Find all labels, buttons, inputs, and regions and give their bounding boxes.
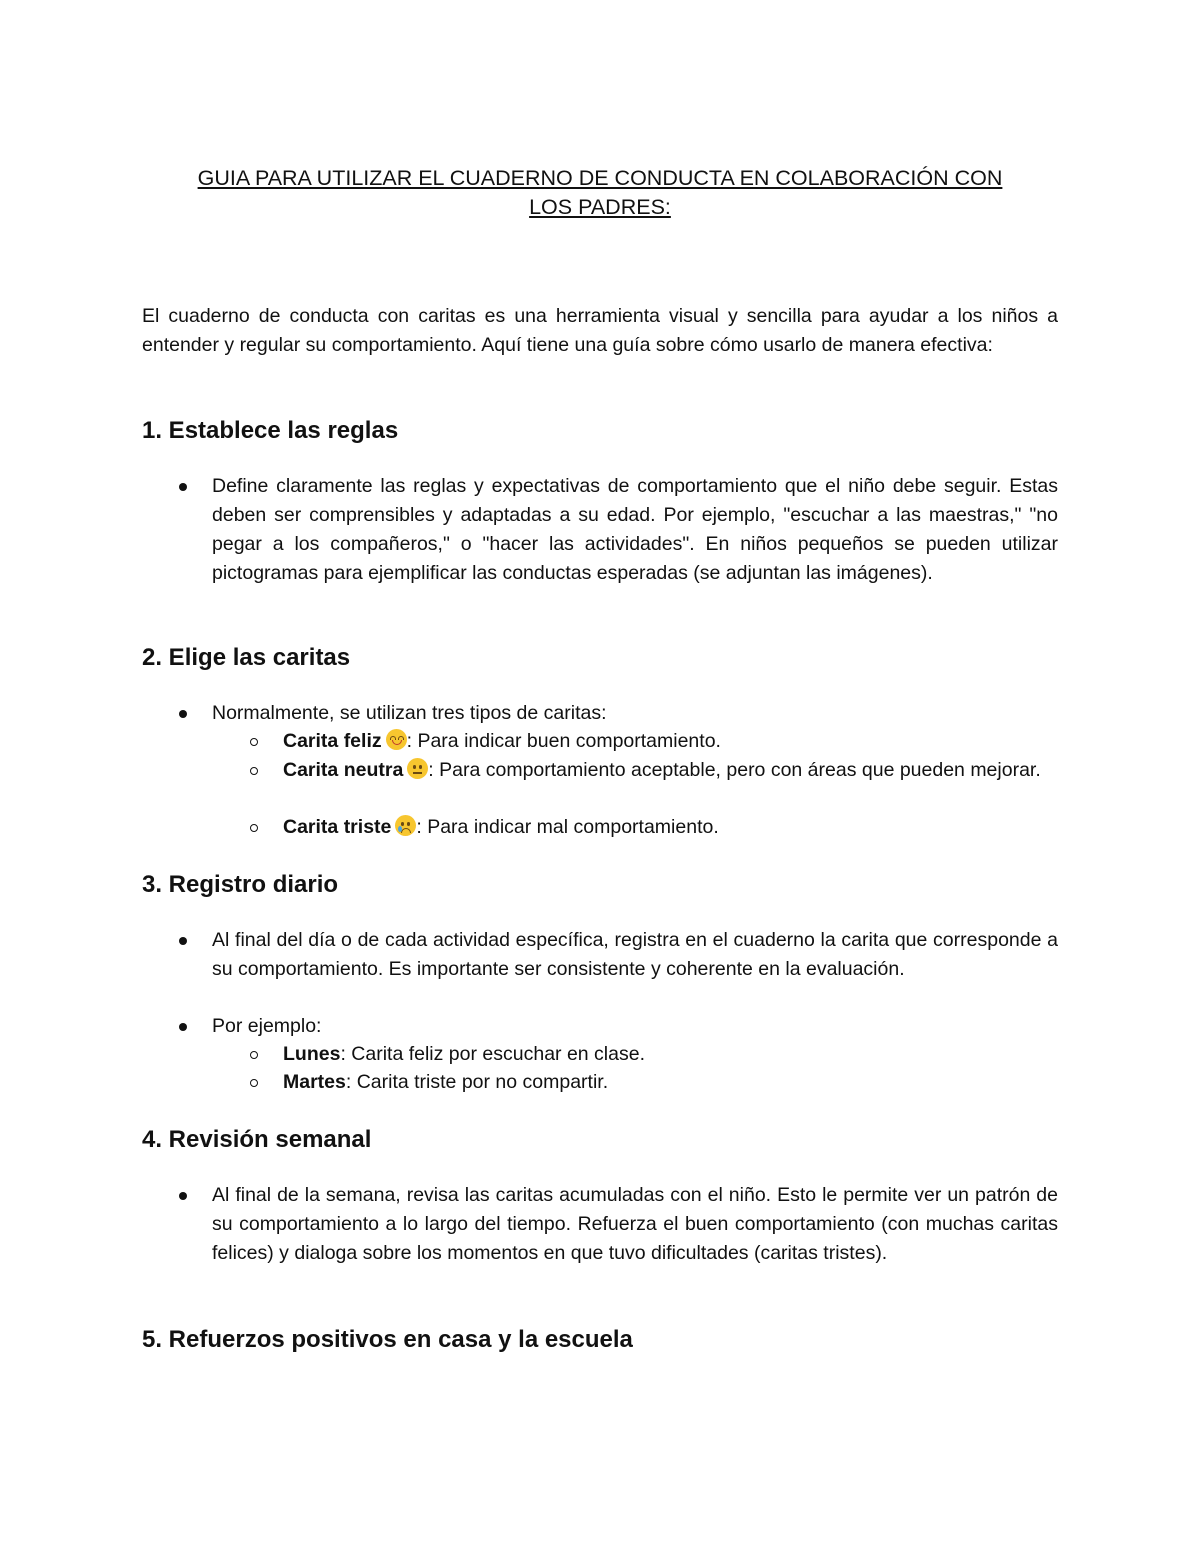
section-heading-5: 5. Refuerzos positivos en casa y la escuela [142,1326,633,1353]
list-subitem: Carita triste : Para indicar mal comportamiento. [283,816,719,838]
sad-face-icon [395,815,416,836]
section-heading-3: 3. Registro diario [142,871,339,898]
sub-bullet-icon [250,767,258,775]
bullet-icon [179,1192,187,1200]
list-subitem: Carita neutra : Para comportamiento aceptable, pero con áreas que pueden mejorar. [283,759,1041,781]
list-item: Define claramente las reglas y expectativas de comportamiento que el niño debe seguir. Estas deben ser comprensibles y adaptadas a su edad. Por ejemplo, "escuchar a las maestras," "no pegar a los compañeros," o "hacer las actividades". En niños pequeños se pueden utilizar pictogramas para ejemplificar las conductas esperadas (se adjuntan las imágenes). [212,475,1058,584]
bullet-icon [179,1023,187,1031]
bullet-icon [179,710,187,718]
sub-bullet-icon [250,1079,258,1087]
section-heading-1: 1. Establece las reglas [142,417,399,444]
section-heading-2: 2. Elige las caritas [142,644,351,671]
list-item: Al final de la semana, revisa las caritas acumuladas con el niño. Esto le permite ver un patrón de su comportamiento a lo largo del tiempo. Refuerza el buen comportamiento (con muchas caritas felices) y dialoga sobre los momentos en que tuvo dificultades (caritas tristes). [212,1184,1058,1264]
sub-bullet-icon [250,1051,258,1059]
sub-bullet-icon [250,738,258,746]
list-subitem: Carita feliz : Para indicar buen comportamiento. [283,730,721,752]
section-heading-4: 4. Revisión semanal [142,1126,372,1153]
list-item: Normalmente, se utilizan tres tipos de caritas: [212,702,607,724]
bullet-icon [179,937,187,945]
neutral-face-icon [407,758,428,779]
sub-bullet-icon [250,824,258,832]
list-subitem: Martes: Carita triste por no compartir. [283,1071,609,1093]
list-subitem: Lunes: Carita feliz por escuchar en clase. [283,1043,645,1065]
happy-face-icon [386,729,407,750]
list-item: Por ejemplo: [212,1015,322,1037]
list-item: Al final del día o de cada actividad específica, registra en el cuaderno la carita que corresponde a su comportamiento. Es importante ser consistente y coherente en la evaluación. [212,929,1058,980]
bullet-icon [179,483,187,491]
page-title: GUIA PARA UTILIZAR EL CUADERNO DE CONDUCTA EN COLABORACIÓN CON LOS PADRES: [197,166,1003,219]
intro-paragraph: El cuaderno de conducta con caritas es una herramienta visual y sencilla para ayudar a los niños a entender y regular su comportamiento. Aquí tiene una guía sobre cómo usarlo de manera efectiva: [142,305,1058,356]
